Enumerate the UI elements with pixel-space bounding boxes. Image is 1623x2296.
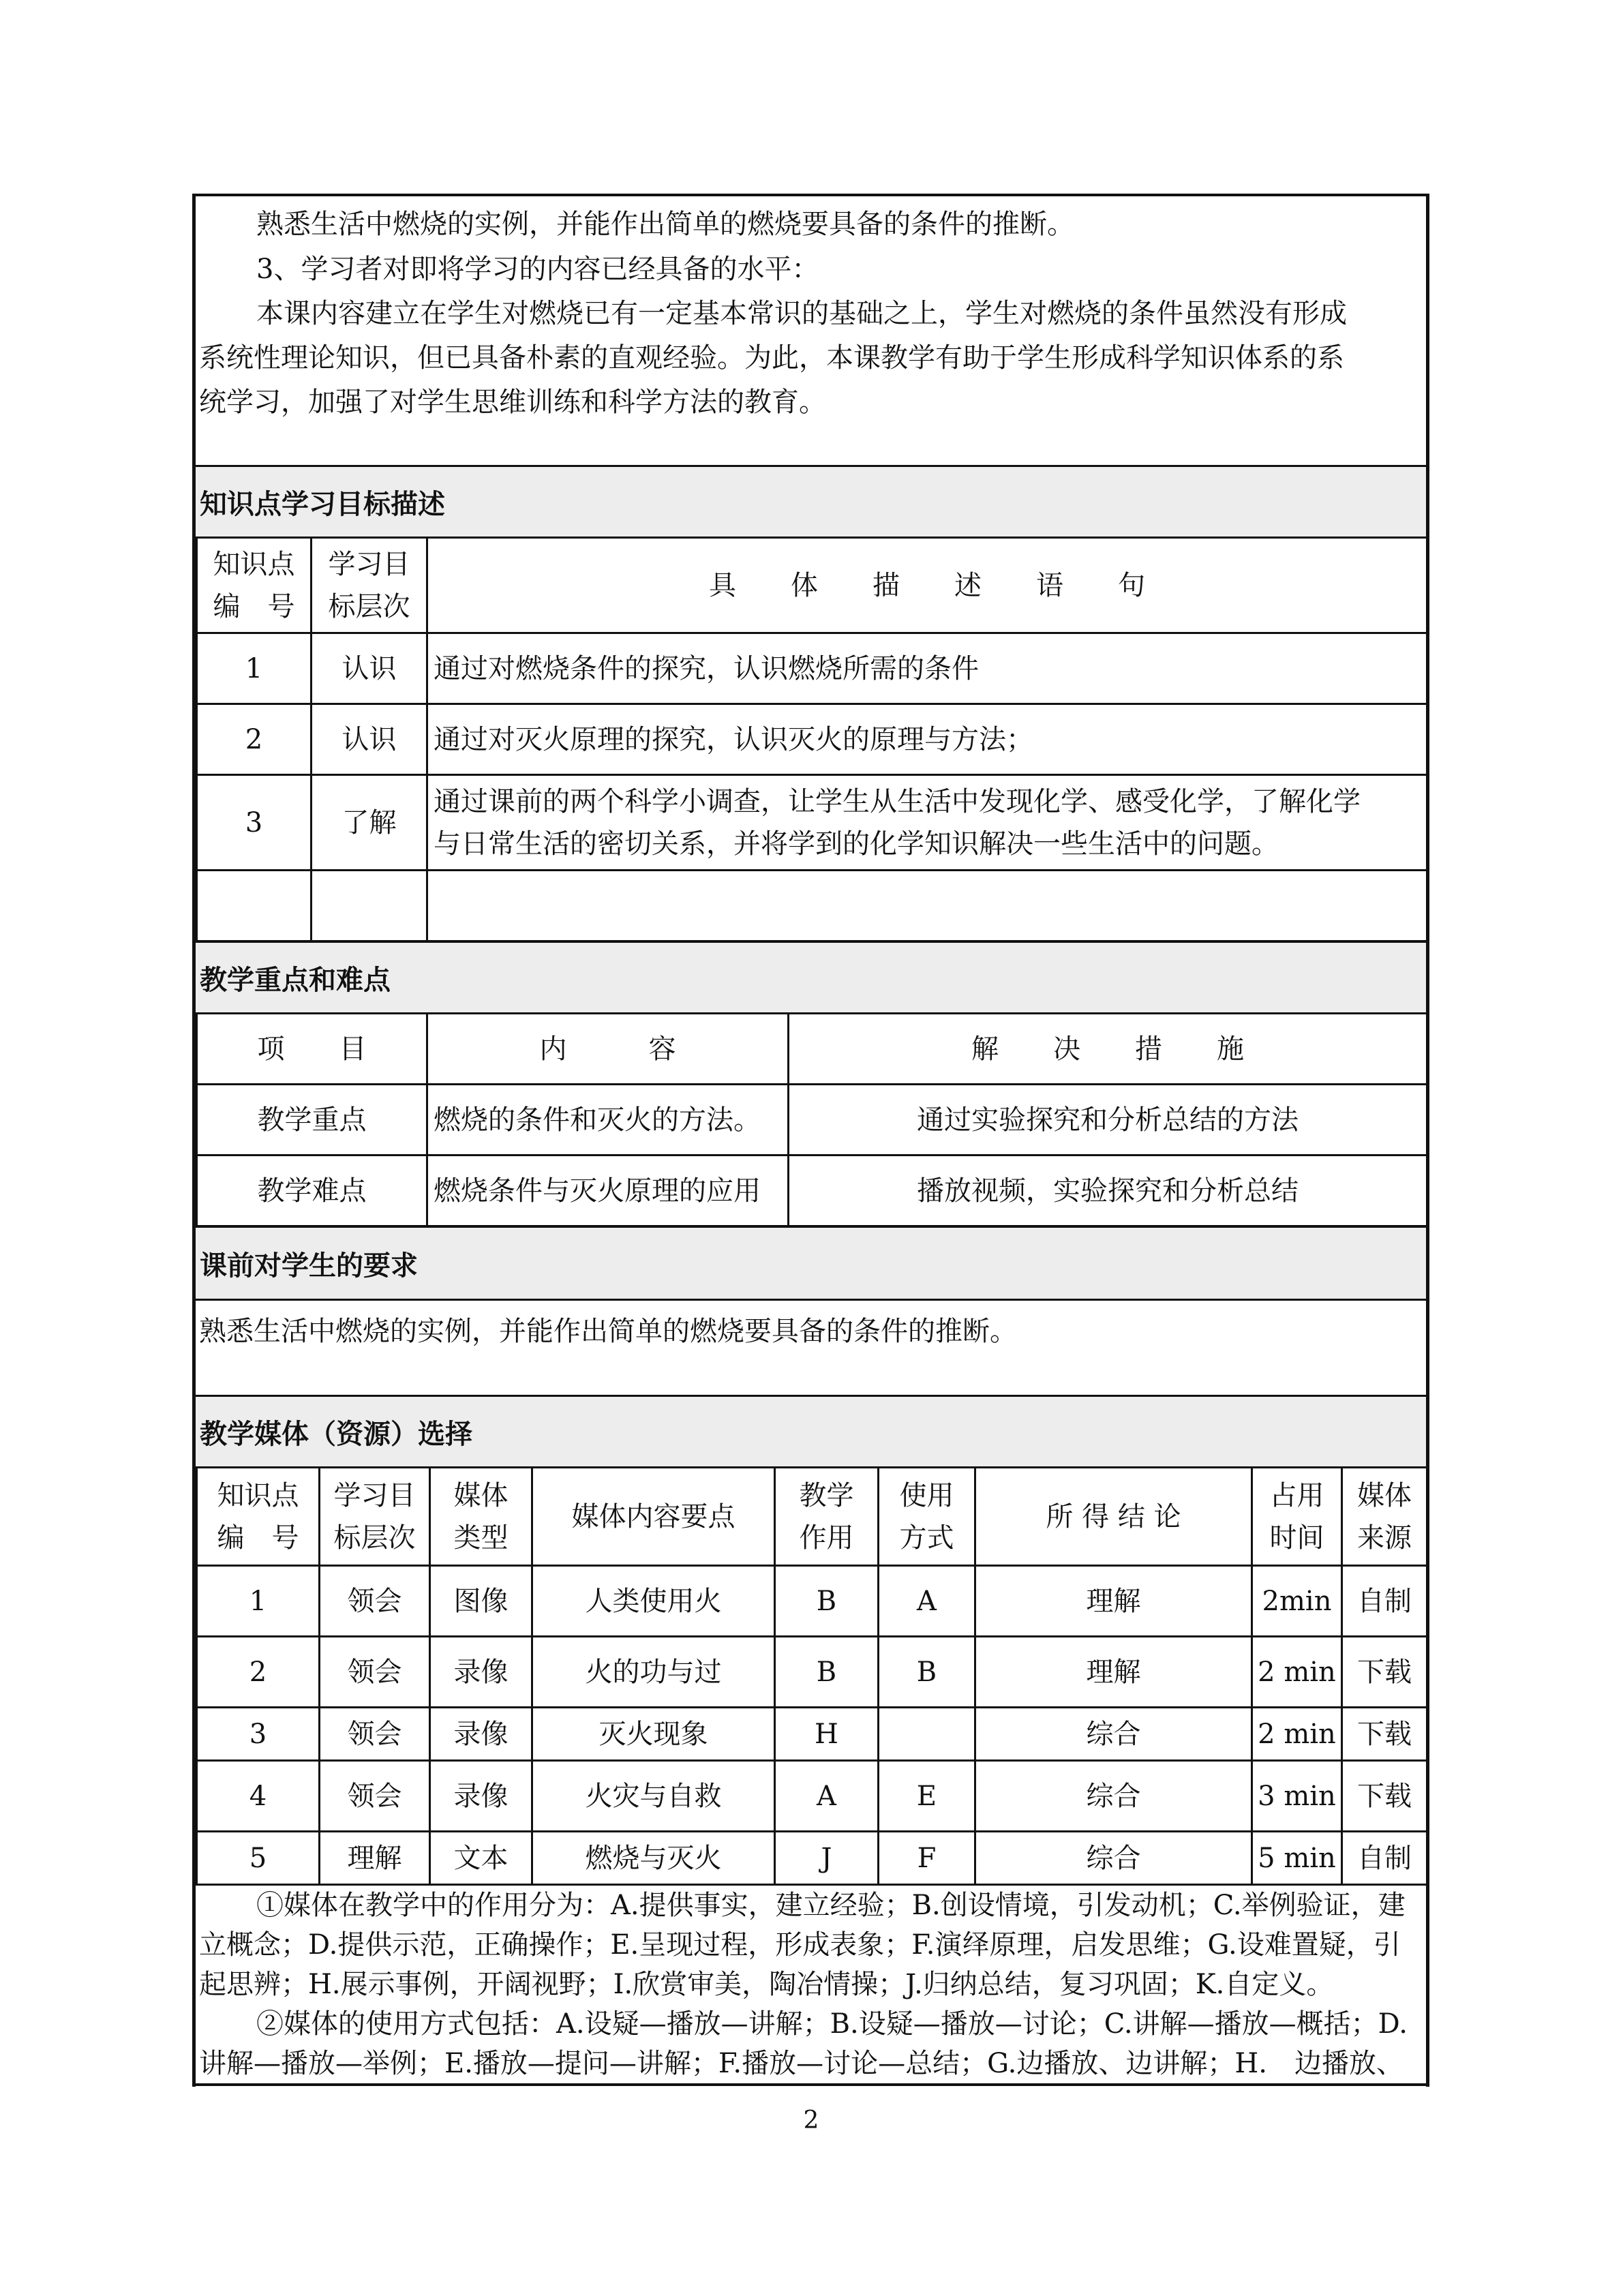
media-source: 下载 (1342, 1761, 1427, 1832)
media-source: 自制 (1342, 1566, 1427, 1637)
intro-line-2: 3、学习者对即将学习的内容已经具备的水平： (256, 254, 819, 285)
media-header-source: 媒体 来源 (1342, 1468, 1427, 1566)
media-content: 火的功与过 (532, 1637, 775, 1708)
table-row (197, 1637, 1427, 1708)
table-row (197, 1761, 1427, 1832)
page-bottom-rule (192, 2083, 1429, 2086)
media-mode: B (879, 1637, 975, 1708)
media-type: 文本 (430, 1832, 532, 1885)
media-source: 自制 (1342, 1832, 1427, 1885)
table-row (197, 1155, 1427, 1226)
media-level: 领会 (320, 1637, 430, 1708)
note-1-line-2: 立概念；D.提供示范，正确操作；E.呈现过程，形成表象；F.演绎原理，启发思维；G.设难置疑，引 (199, 1929, 1401, 1961)
media-type: 录像 (430, 1708, 532, 1761)
media-no: 1 (197, 1566, 320, 1637)
note-1-line-3: 起思辨；H.展示事例，开阔视野；I.欣赏审美，陶冶情操；J.归纳总结，复习巩固；K.自定义。 (199, 1969, 1334, 2000)
media-time: 2 min (1252, 1637, 1342, 1708)
intro-line-1: 熟悉生活中燃烧的实例，并能作出简单的燃烧要具备的条件的推断。 (256, 209, 1074, 240)
keypoint-item: 教学难点 (197, 1155, 427, 1226)
media-source: 下载 (1342, 1637, 1427, 1708)
media-header-row (197, 1468, 1427, 1566)
objective-desc: 通过课前的两个科学小调查，让学生从生活中发现化学、感受化学，了解化学 与日常生活的密切关系，并将学到的化学知识解决一些生活中的问题。 (427, 775, 1427, 871)
intro-line-4: 系统性理论知识，但已具备朴素的直观经验。为此，本课教学有助于学生形成科学知识体系的系 (199, 342, 1344, 374)
media-source: 下载 (1342, 1708, 1427, 1761)
media-role: B (775, 1637, 879, 1708)
table-row-empty (197, 871, 1427, 941)
media-time: 2 min (1252, 1708, 1342, 1761)
media-level: 领会 (320, 1761, 430, 1832)
media-no: 5 (197, 1832, 320, 1885)
keypoints-section-title: 教学重点和难点 (196, 941, 1426, 1014)
table-row (197, 1085, 1427, 1155)
intro-line-3: 本课内容建立在学生对燃烧已有一定基本常识的基础之上，学生对燃烧的条件虽然没有形成 (256, 298, 1347, 329)
media-no: 3 (197, 1708, 320, 1761)
objectives-header-desc: 具 体 描 述 语 句 (427, 538, 1427, 633)
objectives-header-row (197, 538, 1427, 633)
keypoint-measures: 通过实验探究和分析总结的方法 (789, 1085, 1427, 1155)
media-header-time: 占用 时间 (1252, 1468, 1342, 1566)
media-header-conclusion: 所 得 结 论 (975, 1468, 1252, 1566)
objectives-table (196, 537, 1428, 942)
objective-desc: 通过对灭火原理的探究，认识灭火的原理与方法； (427, 704, 1427, 775)
media-header-level: 学习目 标层次 (320, 1468, 430, 1566)
table-row (197, 775, 1427, 871)
keypoints-table (196, 1012, 1428, 1227)
media-header-mode: 使用 方式 (879, 1468, 975, 1566)
table-row (197, 1832, 1427, 1885)
table-row (197, 633, 1427, 704)
keypoints-header-content: 内 容 (427, 1014, 789, 1085)
objectives-header-no: 知识点 编 号 (197, 538, 312, 633)
keypoint-content: 燃烧条件与灭火原理的应用 (427, 1155, 789, 1226)
table-row (197, 1708, 1427, 1761)
media-mode: A (879, 1566, 975, 1637)
media-time: 5 min (1252, 1832, 1342, 1885)
media-content: 燃烧与灭火 (532, 1832, 775, 1885)
note-1-line-1: ①媒体在教学中的作用分为：A.提供事实，建立经验；B.创设情境，引发动机；C.举例验证，建 (256, 1890, 1406, 1921)
media-type: 录像 (430, 1761, 532, 1832)
requirements-section-title: 课前对学生的要求 (196, 1226, 1426, 1301)
media-conclusion: 综合 (975, 1761, 1252, 1832)
page-number: 2 (803, 2106, 819, 2134)
media-mode: E (879, 1761, 975, 1832)
media-mode: F (879, 1832, 975, 1885)
media-header-type: 媒体 类型 (430, 1468, 532, 1566)
media-table (196, 1466, 1428, 1886)
media-header-content: 媒体内容要点 (532, 1468, 775, 1566)
media-role: A (775, 1761, 879, 1832)
media-type: 录像 (430, 1637, 532, 1708)
objective-level: 了解 (312, 775, 427, 871)
media-level: 领会 (320, 1566, 430, 1637)
media-mode (879, 1708, 975, 1761)
intro-line-5: 统学习，加强了对学生思维训练和科学方法的教育。 (199, 387, 826, 418)
objective-no: 2 (197, 704, 312, 775)
media-level: 领会 (320, 1708, 430, 1761)
media-role: B (775, 1566, 879, 1637)
objective-level: 认识 (312, 704, 427, 775)
objective-no: 3 (197, 775, 312, 871)
table-row (197, 704, 1427, 775)
media-time: 2min (1252, 1566, 1342, 1637)
media-header-role: 教学 作用 (775, 1468, 879, 1566)
media-conclusion: 综合 (975, 1832, 1252, 1885)
table-row (197, 1566, 1427, 1637)
keypoint-content: 燃烧的条件和灭火的方法。 (427, 1085, 789, 1155)
keypoints-header-measures: 解 决 措 施 (789, 1014, 1427, 1085)
objective-level: 认识 (312, 633, 427, 704)
media-conclusion: 理解 (975, 1637, 1252, 1708)
media-time: 3 min (1252, 1761, 1342, 1832)
objectives-header-level: 学习目 标层次 (312, 538, 427, 633)
media-content: 火灾与自救 (532, 1761, 775, 1832)
media-role: H (775, 1708, 879, 1761)
media-level: 理解 (320, 1832, 430, 1885)
media-role: J (775, 1832, 879, 1885)
media-header-no: 知识点 编 号 (197, 1468, 320, 1566)
note-2-line-2: 讲解—播放—举例；E.播放—提问—讲解；F.播放—讨论—总结；G.边播放、边讲解；H. 边播放、 (199, 2048, 1404, 2079)
keypoint-measures: 播放视频，实验探究和分析总结 (789, 1155, 1427, 1226)
keypoint-item: 教学重点 (197, 1085, 427, 1155)
media-content: 人类使用火 (532, 1566, 775, 1637)
media-no: 4 (197, 1761, 320, 1832)
requirements-text: 熟悉生活中燃烧的实例，并能作出简单的燃烧要具备的条件的推断。 (199, 1316, 1017, 1347)
media-conclusion: 理解 (975, 1566, 1252, 1637)
keypoints-header-item: 项 目 (197, 1014, 427, 1085)
objective-desc: 通过对燃烧条件的探究，认识燃烧所需的条件 (427, 633, 1427, 704)
objective-no: 1 (197, 633, 312, 704)
media-no: 2 (197, 1637, 320, 1708)
media-type: 图像 (430, 1566, 532, 1637)
keypoints-header-row (197, 1014, 1427, 1085)
note-2-line-1: ②媒体的使用方式包括：A.设疑—播放—讲解；B.设疑—播放—讨论；C.讲解—播放—概括；D. (256, 2008, 1408, 2040)
media-conclusion: 综合 (975, 1708, 1252, 1761)
media-section-title: 教学媒体（资源）选择 (196, 1395, 1426, 1468)
objectives-section-title: 知识点学习目标描述 (196, 465, 1426, 539)
media-content: 灭火现象 (532, 1708, 775, 1761)
